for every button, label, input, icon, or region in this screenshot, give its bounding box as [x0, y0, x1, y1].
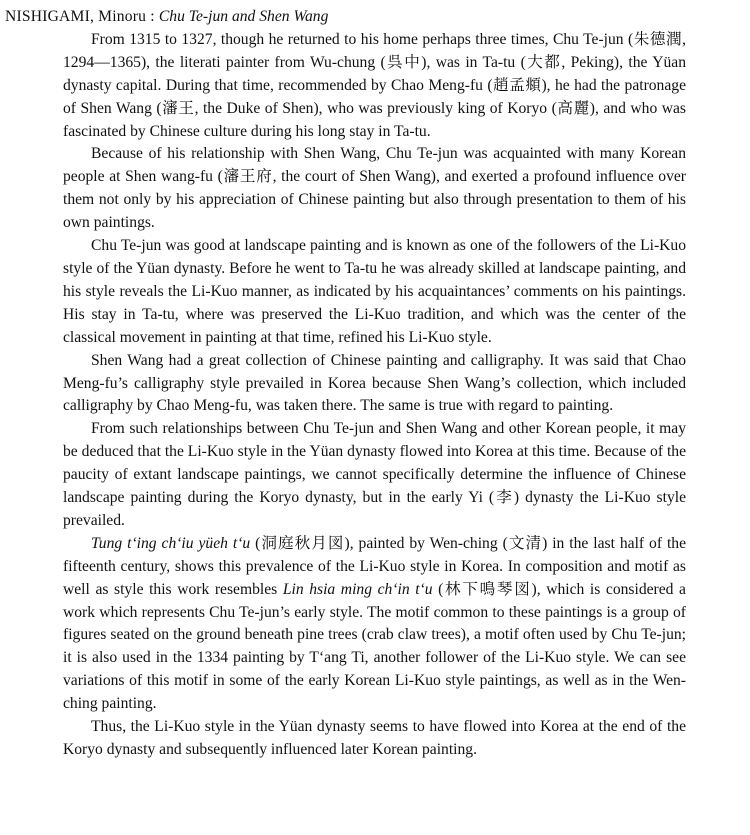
paragraph-1: From 1315 to 1327, though he returned to his home perhaps three times, Chu Te-jun (朱德潤, 1294—1365), the literati painter from Wu-chung (呉中), was in Ta-tu (大都, Peking), the Yüan dynasty capital. During that time, recommended by Chao Meng-fu (趙孟頫), he had the patronage of Shen Wang (瀋王, the Duke of Shen), who was previously king of Koryo (高麗), and who was fascinated by Chinese culture during his long stay in Ta-tu. [63, 30, 686, 140]
author-name: NISHIGAMI, Minoru : [5, 8, 159, 25]
paragraph-6 [63, 533, 686, 716]
paragraph-5: From such relationships between Chu Te-jun and Shen Wang and other Korean people, it may be deduced that the Li-Kuo style in the Yüan dynasty flowed into Korea at this time. Because of the paucity of extant landscape paintings, we cannot specifically determine the influence of Chinese landscape painting during the Koryo dynasty, but in the early Yi (李) dynasty the Li-Kuo style prevailed. [63, 420, 686, 529]
paragraph-3: Chu Te-jun was good at landscape painting and is known as one of the followers of the Li-Kuo style of the Yüan dynasty. Before he went to Ta-tu he was already skilled at landscape painting, and his style reveals the Li-Kuo manner, as indicated by his acquaintances’ comments on his paintings. His stay in Ta-tu, where was preserved the Li-Kuo tradition, and which was the center of the classical movement in painting at that time, refined his Li-Kuo style. [63, 237, 686, 346]
paragraph-4: Shen Wang had a great collection of Chinese painting and calligraphy. It was said that Chao Meng-fu’s calligraphy style prevailed in Korea because Shen Wang’s collection, which included calligraphy by Chao Meng-fu, was taken there. The same is true with regard to painting. [63, 351, 686, 415]
paragraph-6-text-a: (洞庭秋月図), painted by Wen-ching (文清) in the last half of the fifteenth century, shows this prevalence of the Li-Kuo style in Korea. In composition and motif as well as style this work resembles [63, 534, 687, 598]
article-heading [5, 6, 686, 29]
paragraph-7: Thus, the Li-Kuo style in the Yüan dynasty seems to have flowed into Korea at the end of the Koryo dynasty and subsequently influenced later Korean painting. [63, 718, 686, 758]
painting-title-lin-hsia: Lin hsia ming ch‘in t‘u [282, 580, 433, 598]
paragraph-6-text-b: (林下鳴琴図), which is considered a work which represents Chu Te-jun’s early style. The motif common to these paintings is a group of figures seated on the ground beneath pine trees (crab claw trees), a motif often used by Chu Te-jun; it is also used in the 1334 painting by T‘ang Ti, another follower of the Li-Kuo style. We can see variations of this motif in some of the early Korean Li-Kuo style paintings, as well as in the Wen-ching painting. [63, 580, 686, 713]
article-title: Chu Te-jun and Shen Wang [158, 8, 329, 25]
paragraph-2: Because of his relationship with Shen Wang, Chu Te-jun was acquainted with many Korean people at Shen wang-fu (瀋王府, the court of Shen Wang), and exerted a profound influence over them not only by his appreciation of Chinese painting but also through presentation to them of his own paintings. [63, 145, 686, 232]
painting-title-tung-ting: Tung t‘ing ch‘iu yüeh t‘u [91, 534, 251, 552]
